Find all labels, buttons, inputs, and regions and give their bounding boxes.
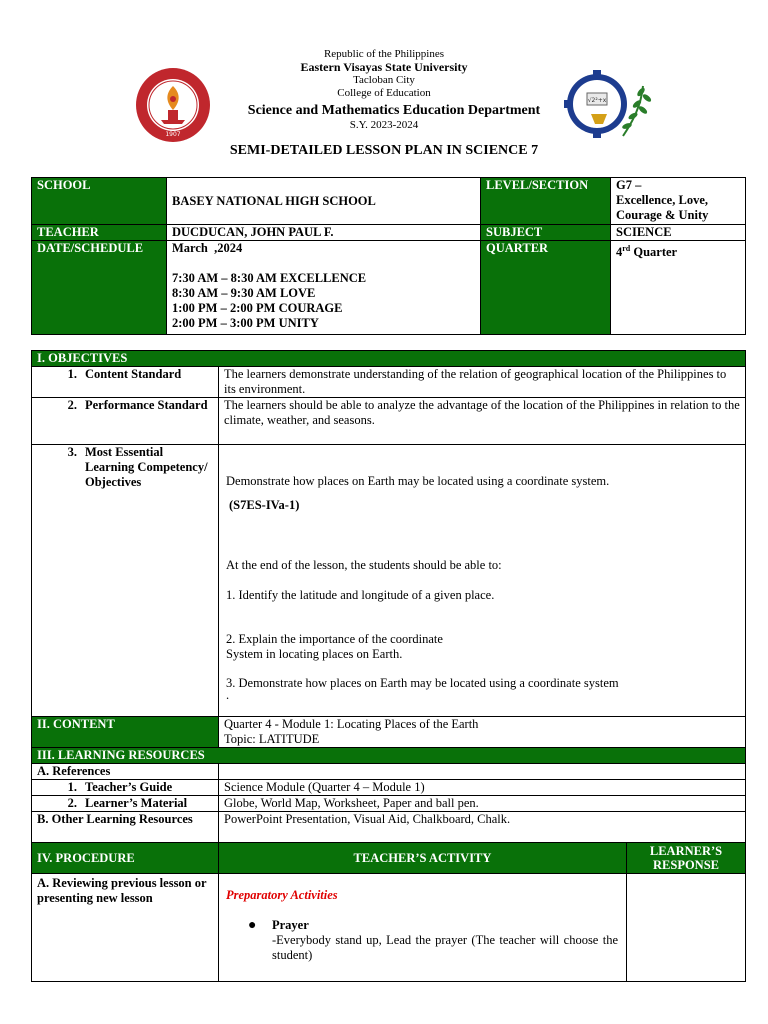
content-standard-text: The learners demonstrate understanding of the relation of geographical location of the Philippines to its environment. bbox=[219, 367, 746, 398]
schedule-line: 8:30 AM – 9:30 AM LOVE bbox=[172, 286, 316, 300]
item-number: 2. bbox=[67, 398, 77, 412]
item-label: Learner’s Material bbox=[85, 796, 188, 810]
date-value: March ,2024 bbox=[172, 241, 243, 255]
level-label: LEVEL/SECTION bbox=[481, 178, 611, 225]
school-label: SCHOOL bbox=[32, 178, 167, 225]
schedule-line: 2:00 PM – 3:00 PM UNITY bbox=[172, 316, 319, 330]
teacher-activity-cell bbox=[219, 874, 627, 982]
bullet-icon: ● bbox=[248, 918, 257, 933]
learners-material-label bbox=[32, 796, 219, 812]
other-resources-value: PowerPoint Presentation, Visual Aid, Chalkboard, Chalk. bbox=[219, 812, 746, 843]
resources-heading: III. LEARNING RESOURCES bbox=[32, 748, 746, 764]
melc-competency: Demonstrate how places on Earth may be located using a coordinate system. bbox=[226, 474, 610, 488]
references-label: A. References bbox=[32, 764, 219, 780]
objective-2-cont: System in locating places on Earth. bbox=[226, 647, 403, 661]
item-number: 3. bbox=[67, 445, 77, 459]
quarter-label: QUARTER bbox=[481, 241, 611, 335]
preparatory-activities: Preparatory Activities bbox=[226, 888, 338, 902]
subject-value: SCIENCE bbox=[611, 225, 746, 241]
republic-line: Republic of the Philippines bbox=[323, 48, 445, 60]
learner-response-heading: LEARNER’S RESPONSE bbox=[627, 843, 746, 874]
objectives-heading: I. OBJECTIVES bbox=[32, 351, 746, 367]
quarter-word: Quarter bbox=[630, 245, 678, 260]
references-value bbox=[219, 764, 746, 780]
item-label: Content Standard bbox=[85, 367, 182, 381]
melc-label bbox=[32, 445, 219, 717]
content-line: Quarter 4 - Module 1: Locating Places of the Earth bbox=[224, 717, 479, 731]
level-value-line: Excellence, Love, bbox=[616, 193, 708, 207]
lesson-table bbox=[31, 350, 746, 982]
teacher-label: TEACHER bbox=[32, 225, 167, 241]
teachers-guide-value: Science Module (Quarter 4 – Module 1) bbox=[219, 780, 746, 796]
university-name: Eastern Visayas State University bbox=[300, 60, 468, 74]
department-name: Science and Mathematics Education Department bbox=[247, 103, 541, 118]
quarter-sup: rd bbox=[622, 244, 631, 253]
quarter-value bbox=[611, 241, 746, 335]
date-label: DATE/SCHEDULE bbox=[32, 241, 167, 335]
prayer-text: -Everybody stand up, Lead the prayer (The teacher will choose the student) bbox=[272, 933, 618, 962]
quarter-num: 4 bbox=[616, 245, 623, 260]
school-year: S.Y. 2023-2024 bbox=[349, 119, 419, 131]
learners-material-value: Globe, World Map, Worksheet, Paper and ball pen. bbox=[219, 796, 746, 812]
teachers-guide-label bbox=[32, 780, 219, 796]
level-value-line: Courage & Unity bbox=[616, 208, 709, 222]
item-label: Teacher’s Guide bbox=[85, 780, 173, 794]
svg-text:1907: 1907 bbox=[165, 131, 181, 138]
info-table bbox=[31, 177, 746, 335]
objective-2: 2. Explain the importance of the coordinate bbox=[226, 632, 443, 646]
procedure-heading: IV. PROCEDURE bbox=[32, 843, 219, 874]
item-number: 2. bbox=[67, 796, 77, 810]
performance-standard-text: The learners should be able to analyze the advantage of the location of the Philippines in relation to the climate, weather, and seasons. bbox=[219, 398, 746, 445]
objective-3: 3. Demonstrate how places on Earth may be located using a coordinate system bbox=[226, 676, 619, 690]
svg-text:√2²+x: √2²+x bbox=[587, 97, 607, 104]
content-heading: II. CONTENT bbox=[32, 717, 219, 748]
date-schedule-value bbox=[167, 241, 481, 335]
lesson-plan-title: SEMI-DETAILED LESSON PLAN IN SCIENCE 7 bbox=[229, 143, 539, 158]
prayer-item bbox=[248, 918, 618, 963]
other-resources-label: B. Other Learning Resources bbox=[32, 812, 219, 843]
item-number: 1. bbox=[67, 367, 77, 381]
teacher-activity-heading: TEACHER’S ACTIVITY bbox=[219, 843, 627, 874]
learner-response-cell bbox=[627, 874, 746, 982]
teacher-value: DUCDUCAN, JOHN PAUL F. bbox=[167, 225, 481, 241]
objective-1: 1. Identify the latitude and longitude of a given place. bbox=[226, 588, 495, 602]
content-topic: Topic: LATITUDE bbox=[224, 732, 320, 746]
step-a-label: A. Reviewing previous lesson or presenting new lesson bbox=[32, 874, 219, 982]
level-value-line: G7 – bbox=[616, 178, 642, 192]
schedule-line: 1:00 PM – 2:00 PM COURAGE bbox=[172, 301, 343, 315]
document-header bbox=[0, 48, 768, 132]
item-number: 1. bbox=[67, 780, 77, 794]
subject-label: SUBJECT bbox=[481, 225, 611, 241]
objective-3-tail: . bbox=[226, 688, 230, 702]
level-value bbox=[611, 178, 746, 225]
content-text bbox=[219, 717, 746, 748]
performance-standard-label bbox=[32, 398, 219, 445]
content-standard-label bbox=[32, 367, 219, 398]
objectives-intro: At the end of the lesson, the students should be able to: bbox=[226, 558, 502, 572]
prayer-title: Prayer bbox=[272, 918, 309, 932]
melc-code: (S7ES-IVa-1) bbox=[229, 498, 300, 512]
schedule-line: 7:30 AM – 8:30 AM EXCELLENCE bbox=[172, 271, 367, 285]
city-line: Tacloban City bbox=[353, 74, 415, 86]
melc-text bbox=[219, 445, 746, 717]
college-line: College of Education bbox=[337, 87, 431, 99]
school-value: BASEY NATIONAL HIGH SCHOOL bbox=[167, 178, 481, 225]
item-label: Most Essential Learning Competency/ Objectives bbox=[85, 445, 208, 489]
item-label: Performance Standard bbox=[85, 398, 208, 412]
